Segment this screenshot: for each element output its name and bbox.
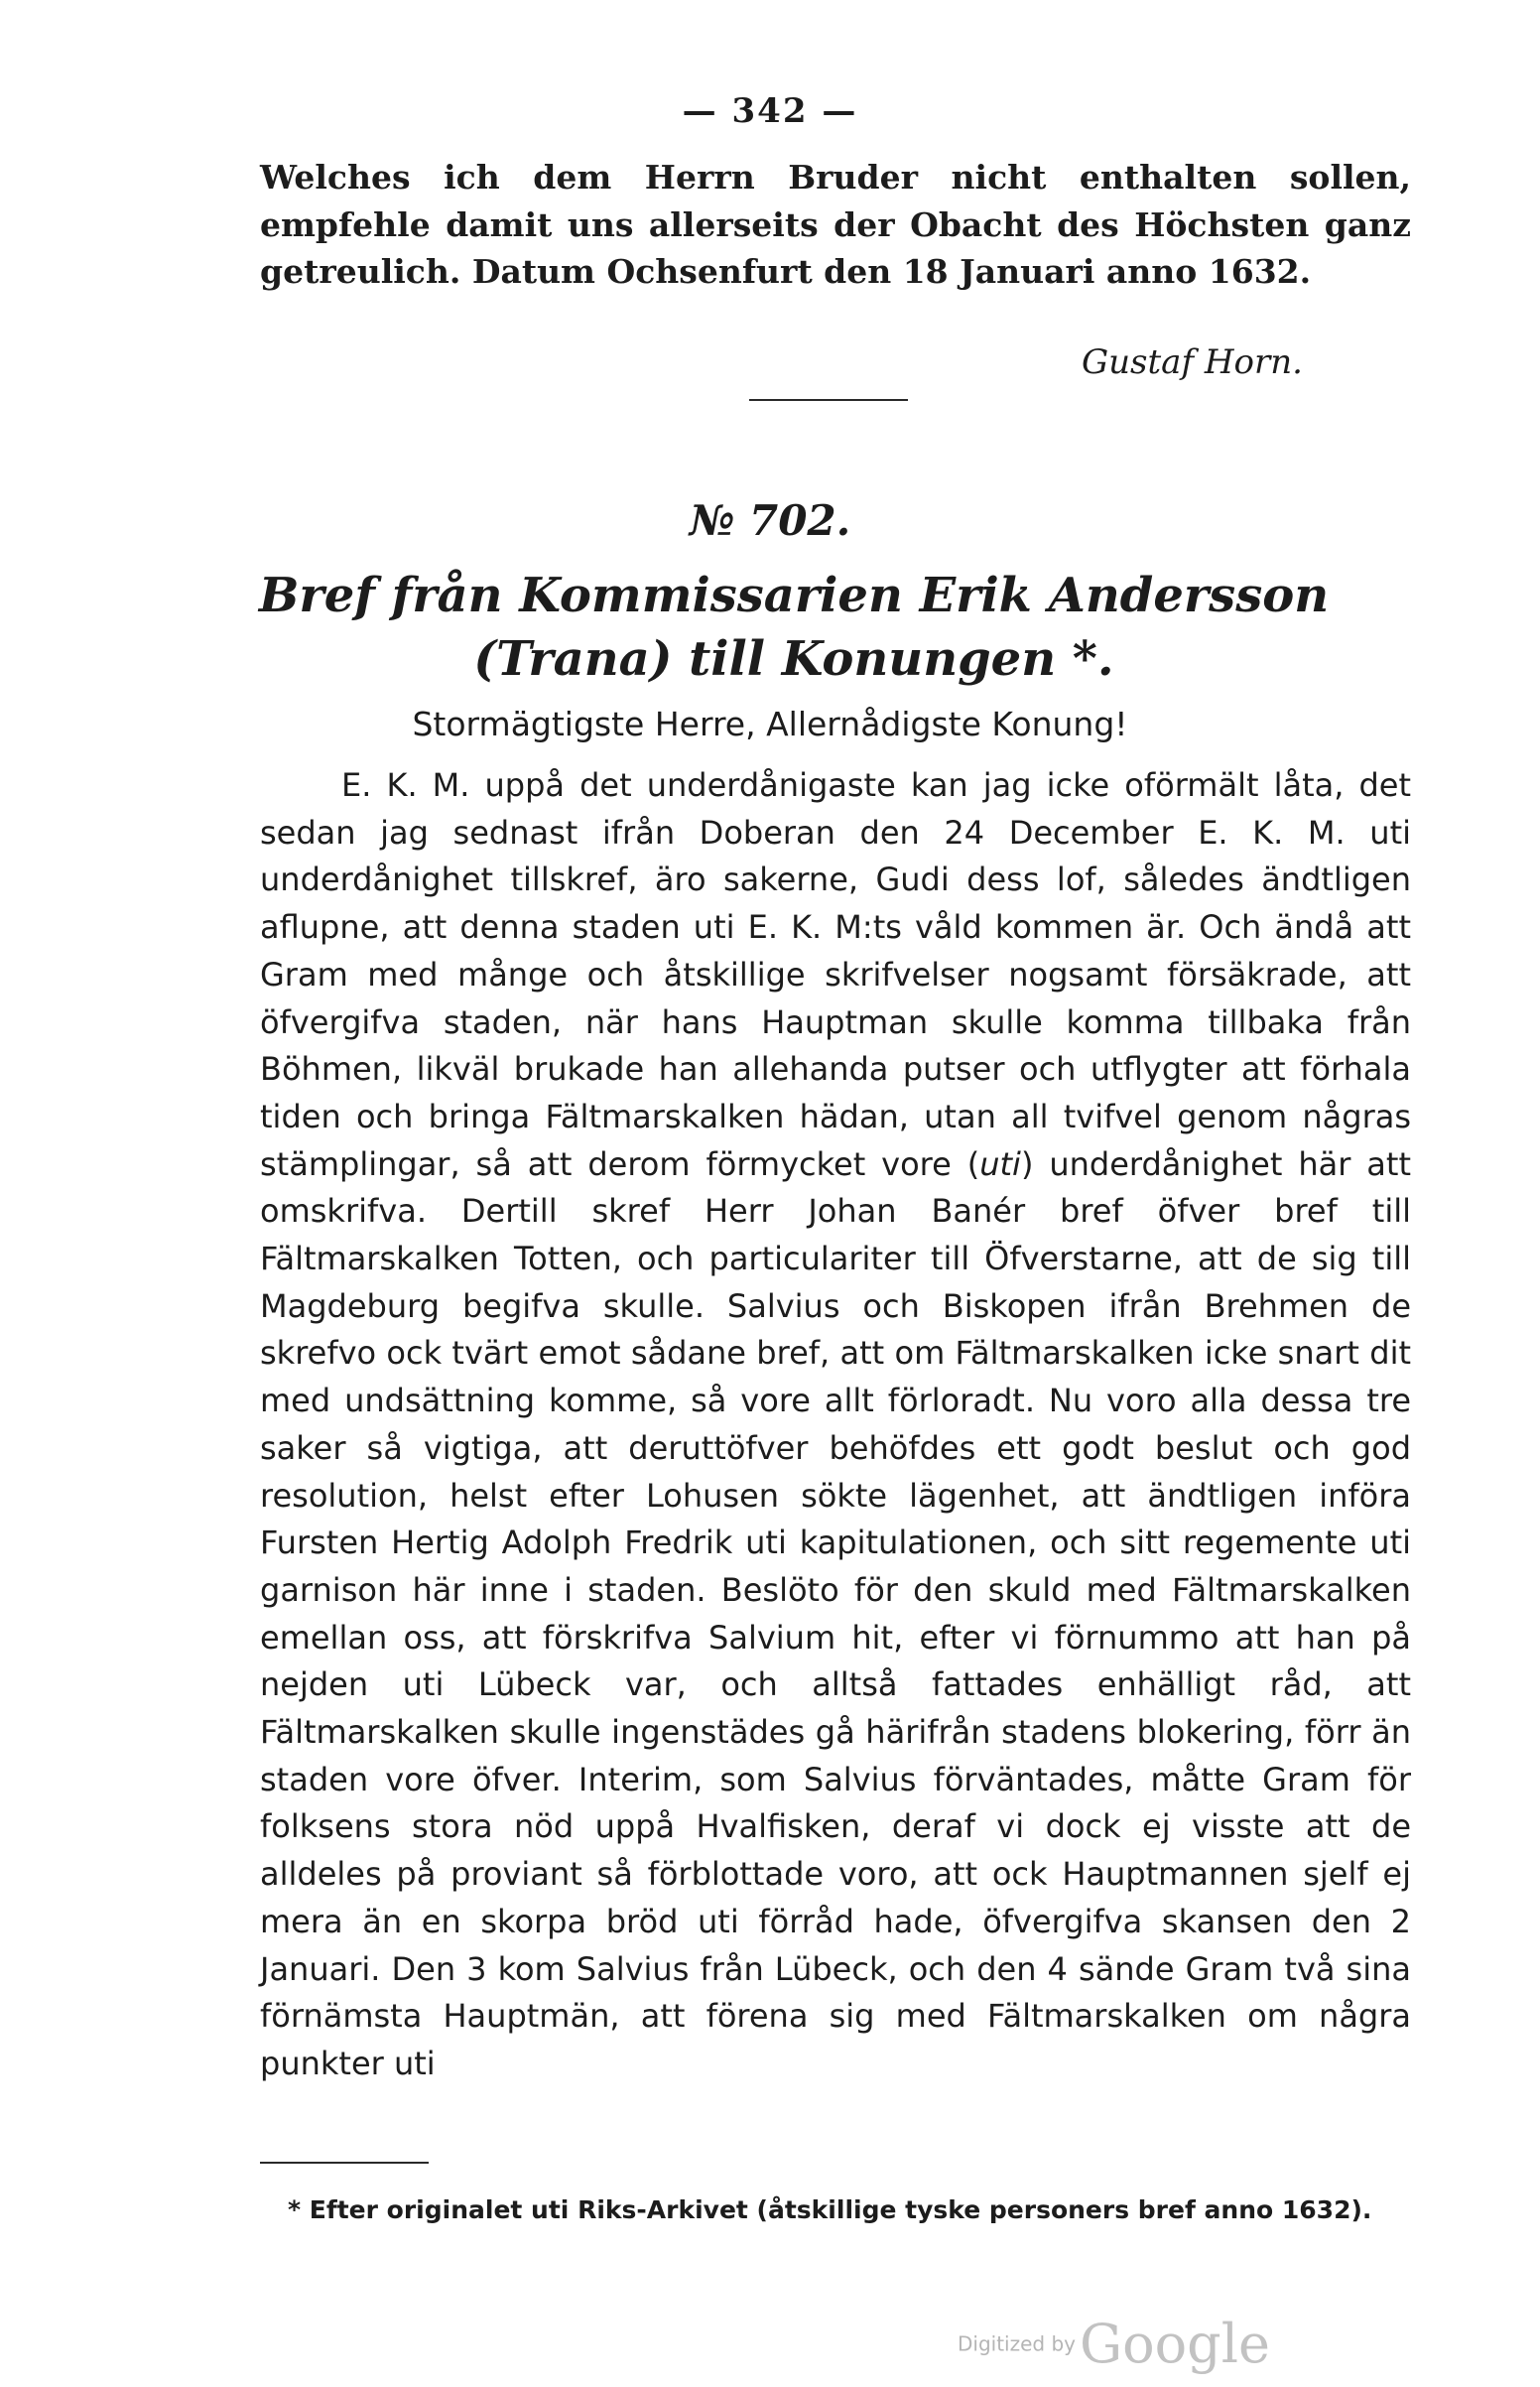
letter-body-part-1: E. K. M. uppå det underdånigaste kan jag icke oförmält låta, det sedan jag sednast ifrån Doberan den 24 December E. K. M. uti underdånighet tillskref, äro sakerne, Gudi dess lof, således ändtligen aflupne, att denna staden uti E. K. M:ts våld kommen är. Och ändå att Gram med månge och åtskillige skrifvelser nogsamt försäkrade, att öfvergifva staden, när hans Hauptman skulle komma tillbaka från Böhmen, likväl brukade han allehanda putser och utflygter att förhala tiden och bringa Fältmarskalken hädan, utan all tvifvel genom någras stämplingar, så att derom förmycket vore ( xyxy=(260,766,1411,1183)
letter-body-emphasis: uti xyxy=(979,1144,1021,1183)
page-number: — 342 — xyxy=(682,91,858,131)
section-divider xyxy=(749,399,908,401)
document-title xyxy=(198,564,1389,691)
footnote-divider xyxy=(260,2162,429,2164)
google-logo: Google xyxy=(1080,2313,1270,2375)
document-title-line-1: Bref från Kommissarien Erik Andersson xyxy=(258,568,1330,623)
letter-body xyxy=(260,762,1411,2088)
footnote: * Efter originalet uti Riks-Arkivet (åtskillige tyske personers bref anno 1632). xyxy=(288,2195,1372,2224)
salutation: Stormägtigste Herre, Allernådigste Konung! xyxy=(412,705,1128,743)
signature: Gustaf Horn. xyxy=(1082,342,1303,382)
document-number: № 702. xyxy=(689,496,851,545)
digitized-watermark xyxy=(958,2313,1270,2375)
letter-body-part-2: ) underdånighet här att omskrifva. Dertill skref Herr Johan Banér bref öfver bref till Fältmarskalken Totten, och particulariter till Öfverstarne, att de sig till Magdeburg begifva skulle. Salvius och Biskopen ifrån Brehmen de skrefvo ock tvärt emot sådane bref, att om Fältmarskalken icke snart dit med undsättning komme, så vore allt förloradt. Nu voro alla dessa tre saker så vigtiga, att deruttöfver behöfdes ett godt beslut och god resolution, helst efter Lohusen sökte lägenhet, att ändtligen införa Fursten Hertig Adolph Fredrik uti kapitulationen, och sitt regemente uti garnison här inne i staden. Beslöto för den skuld med Fältmarskalken emellan oss, att förskrifva Salvium hit, efter vi förnummo att han på nejden uti Lübeck var, och alltså fattades enhälligt råd, att Fältmarskalken skulle ingenstädes gå härifrån stadens blokering, förr än staden vore öfver. Interim, som Salvius förväntades, måtte Gram för folksens stora nöd uppå Hvalfisken, deraf vi dock ej visste att de alldeles på proviant så förblottade voro, att ock Hauptmannen sjelf ej mera än en skorpa bröd uti förråd hade, öfvergifva skansen den 2 Januari. Den 3 kom Salvius från Lübeck, och den 4 sände Gram två sina förnämsta Hauptmän, att förena sig med Fältmarskalken om några punkter uti xyxy=(260,1144,1412,2082)
intro-paragraph: Welches ich dem Herrn Bruder nicht enthalten sollen, empfehle damit uns allerseits der Obacht des Höchsten ganz getreulich. Datum Ochsenfurt den 18 Januari anno 1632. xyxy=(260,158,1411,291)
document-title-line-2: (Trana) till Konungen *. xyxy=(473,631,1114,687)
watermark-prefix: Digitized by xyxy=(958,2331,1076,2356)
